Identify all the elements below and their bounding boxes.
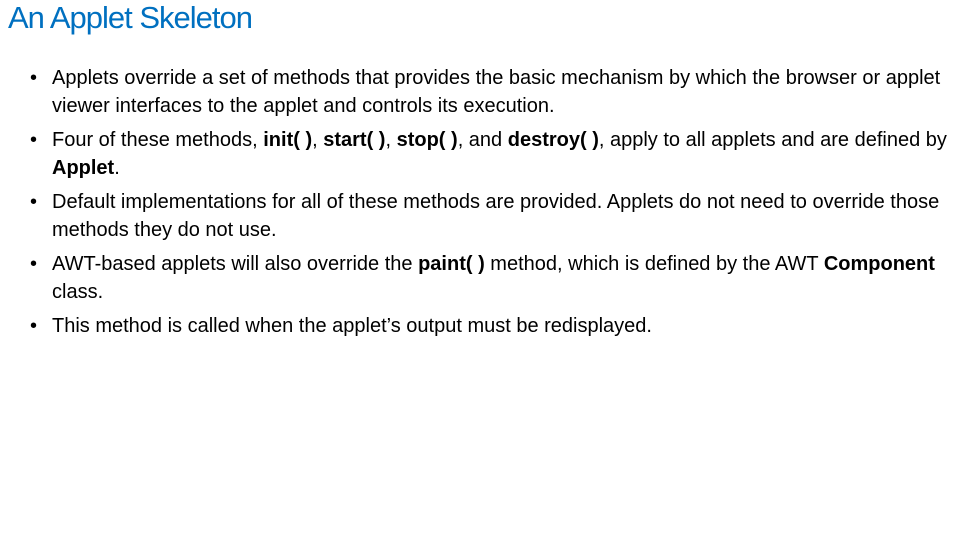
- bullet-text: , and: [457, 129, 508, 151]
- bullet-item: [30, 250, 950, 306]
- method-name-destroy: destroy( ): [507, 129, 599, 151]
- method-name-init: init( ): [263, 129, 313, 151]
- class-name-component: Component: [823, 253, 935, 275]
- bullet-text: AWT-based applets will also override the: [52, 253, 419, 275]
- bullet-text: Four of these methods,: [52, 129, 264, 151]
- bullet-text: .: [114, 157, 120, 179]
- bullet-text: class.: [52, 281, 104, 303]
- bullet-text: Applets override a set of methods that provides the basic mechanism by which the browser or applet viewer interfaces to the applet and controls its execution.: [52, 67, 941, 117]
- bullet-text: method, which is defined by the AWT: [484, 253, 824, 275]
- bullet-text: , apply to all applets and are defined by: [598, 129, 947, 151]
- bullet-text: ,: [385, 129, 397, 151]
- class-name-applet: Applet: [52, 157, 115, 179]
- method-name-start: start( ): [323, 129, 386, 151]
- bullet-item: [30, 188, 950, 244]
- bullet-text: ,: [312, 129, 324, 151]
- bullet-text: This method is called when the applet’s output must be redisplayed.: [52, 315, 652, 337]
- method-name-stop: stop( ): [396, 129, 458, 151]
- slide-title: An Applet Skeleton: [8, 0, 252, 35]
- method-name-paint: paint( ): [418, 253, 485, 275]
- bullet-item: [30, 312, 950, 340]
- bullet-item: [30, 126, 950, 182]
- bullet-item: [30, 64, 950, 120]
- bullet-text: Default implementations for all of these methods are provided. Applets do not need to override those methods they do not use.: [52, 191, 940, 241]
- bullet-list: [30, 64, 950, 346]
